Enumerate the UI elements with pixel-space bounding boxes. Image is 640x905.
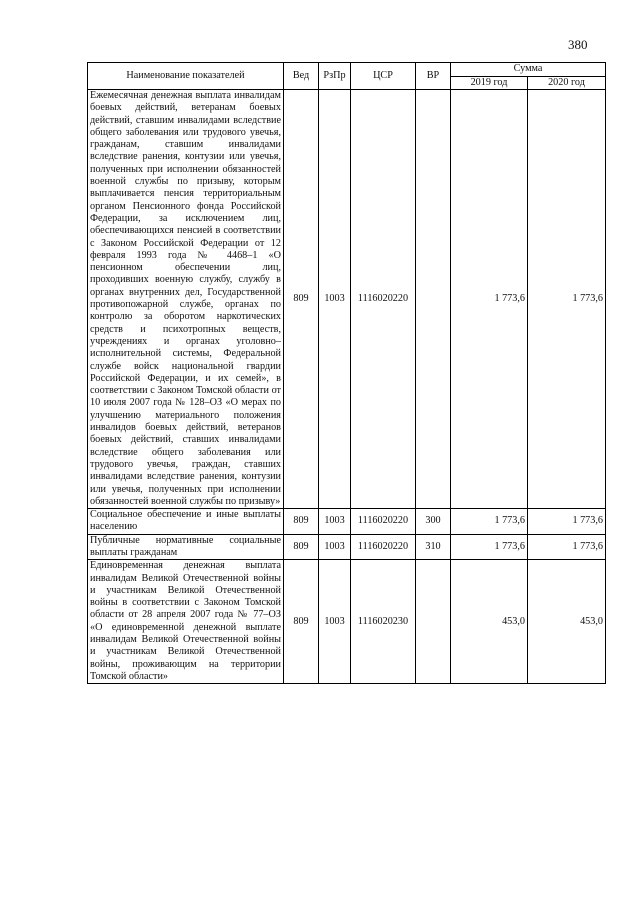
row-csr: 1116020230 (351, 560, 416, 684)
row-csr: 1116020220 (351, 534, 416, 560)
row-name: Социальное обеспечение и иные выплаты населению (88, 509, 284, 535)
table-row (88, 534, 606, 560)
row-2019: 1 773,6 (451, 90, 528, 509)
row-name: Публичные нормативные социальные выплаты гражданам (88, 534, 284, 560)
row-csr: 1116020220 (351, 90, 416, 509)
table-row (88, 509, 606, 535)
row-vr (416, 90, 451, 509)
table-row (88, 560, 606, 684)
row-rzpr: 1003 (319, 534, 351, 560)
row-vr (416, 560, 451, 684)
row-ved: 809 (284, 509, 319, 535)
header-csr: ЦСР (351, 63, 416, 90)
row-2020: 1 773,6 (528, 534, 606, 560)
row-2020: 453,0 (528, 560, 606, 684)
row-2019: 1 773,6 (451, 509, 528, 535)
header-sum: Сумма (451, 63, 606, 77)
row-rzpr: 1003 (319, 509, 351, 535)
header-year-2020: 2020 год (528, 76, 606, 90)
header-ved: Вед (284, 63, 319, 90)
row-ved: 809 (284, 560, 319, 684)
header-rzpr: РзПр (319, 63, 351, 90)
row-ved: 809 (284, 534, 319, 560)
row-2019: 1 773,6 (451, 534, 528, 560)
row-ved: 809 (284, 90, 319, 509)
row-2019: 453,0 (451, 560, 528, 684)
header-vr: ВР (416, 63, 451, 90)
row-name: Ежемесячная денежная выплата инвалидам боевых действий, ветеранам боевых действий, ставшим инвалидами вследствие общего заболевания или трудового увечья, гражданам, ставшим инвалидами вследствие ранения, контузии или увечья, полученных при исполнении обязанностей военной службы по призыву, которым выплачивается пенсия территориальным органом Пенсионного фонда Российской Федерации, за исключением лиц, обеспечивающихся пенсией в соответствии с Законом Российской Федерации от 12 февраля 1993 года № 4468–1 «О пенсионном обеспечении лиц, проходивших военную службу, службу в органах внутренних дел, Государственной противопожарной службе, органах по контролю за оборотом наркотических средств и психотропных веществ, учреждениях и органах уголовно–исполнительной системы, Федеральной службе войск национальной гвардии Российской Федерации, и их семей», в соответствии с Законом Томской области от 10 июля 2007 года № 128–ОЗ «О мерах по улучшению материального положения инвалидов боевых действий, ветеранов боевых действий, ставших инвалидами вследствие общего заболевания или трудового увечья, граждан, ставших инвалидами вследствие ранения, контузии или увечья, полученных при исполнении обязанностей военной службы по призыву» (88, 90, 284, 509)
row-rzpr: 1003 (319, 90, 351, 509)
row-vr: 300 (416, 509, 451, 535)
row-rzpr: 1003 (319, 560, 351, 684)
row-vr: 310 (416, 534, 451, 560)
row-2020: 1 773,6 (528, 90, 606, 509)
row-name: Единовременная денежная выплата инвалидам Великой Отечественной войны и участникам Великой Отечественной войны в соответствии с Законом Томской области от 28 апреля 2007 года № 77–ОЗ «О единовременной денежной выплате инвалидам Великой Отечественной войны и участникам Великой Отечественной войны, проживающим на территории Томской области» (88, 560, 284, 684)
budget-table (87, 62, 606, 684)
header-row (88, 63, 606, 77)
header-name: Наименование показателей (88, 63, 284, 90)
row-2020: 1 773,6 (528, 509, 606, 535)
page-number: 380 (568, 37, 588, 52)
header-year-2019: 2019 год (451, 76, 528, 90)
row-csr: 1116020220 (351, 509, 416, 535)
table-row (88, 90, 606, 509)
